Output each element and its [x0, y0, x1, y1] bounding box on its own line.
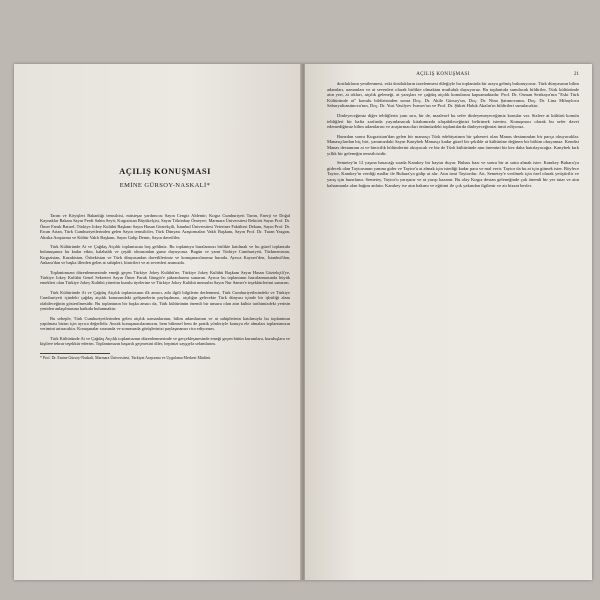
right-paragraph-2: Dinleyeceğimiz diğer tebliğlerin yanı sıra, bir de, maalesef bu sefer dinleyemeyeceğimiz konular var. Sizlere at kültürü konulu tebliğleri bir hafta zarfında yayınlanacak kitabımızda ulaşabileceğinizi belirtmek isterim. Konuşmacı olarak bu sefer davet edemediğimiz bilim adamlarını ve araştırmacıları önümüzdeki toplantılarda dinleyeceğimizi ümit ediyoruz. — [327, 112, 579, 130]
running-head — [327, 72, 579, 77]
right-paragraph-4: Semetey'in 12 yaşına basacağı sırada Kanıkey bir baytar duyar. Buharı bazı ve sonra bir at satın almak ister. Kanıkey Buhara'ya gidecek olan Taytorunun yanına gider ve Taytor'a at almak için istediği kadar para ve mal verir. Taytor da bu at için gitmek ister. Böylece Taytor, Kanıkey'in verdiği mallar ile Buhara'ya gidip at alır. Atın ismi Taytordur. Atı, Semetey'e verilmek için özel olarak yetiştirilir ve yarış için hazırlanır. Semetey, Taytor'u yarıştırır ve at yarışı kazanır. Bu olay Kırgız destan geleneğinde çok önemli bir yer tutar ve atın kahramanla olan bağını anlatır. Kanıkey ise atın bakımı ve eğitimi ile çok yakından ilgilenir ve atı bizzat besler. — [327, 160, 579, 188]
page-number: 21 — [574, 72, 579, 77]
left-paragraph-5: Bu sebeple, Türk Cumhuriyetlerinden gelen atçılık uzmanlarının, bilim adamlarının ve at sahiplerinin katılımıyla bu toplantının yapılması bizim için ayrıca değerlidir. Ancak konuşmacılarımızın, hem bilimsel hem de pratik yönleriyle konuyu ele almaları toplantımızın verimini artıracaktır. Konuşmalar sırasında ve sonrasında görüşlerinizi paylaşmanızı rica ediyorum. — [40, 315, 290, 332]
right-paragraph-3: Bunzdan sonra Kırgızistan'dan gelen bir manasçı Türk edebiyatının bir şaheseri olan Manas destanından bir parça okuyacaklar. Manasçılardan hiç biri, yanımızdaki Sayın Kanybek Manasçı kadar güzel bir şekilde at kültürüne değinen bir bölüm okuyamaz. Kendisi Manas destanının at ve binicilik bölümlerini okuyacak ve biz de Türk kültüründe atın önemini bir kez daha hatırlayacağız. Kanybek kırk yıllık bir geleneğin temsilcisidir. — [327, 133, 579, 156]
chapter-title: AÇILIŞ KONUŞMASI — [119, 166, 211, 176]
left-paragraph-2: Türk Kültüründe At ve Çağdaş Atçılık toplantısına hoş geldiniz. Bu toplantıya buralarınızı birlikte katılmak ve bu güzel toplantıda bulunuşunuz bu kadar etkin, kalabalık ve çeşitli olmasından gurur duyuyoruz. Bugün ve yarın Türkiye Cumhuriyeti, Türkmenistan, Kırgızistan, Kazakistan, Özbekistan ve Türk dünyasından davetlilerimiz ve konuşmacılarımız burada. Ayrıca Kayseri'den, İstanbul'dan, Ankara'dan ve başka illerden gelen at sahipleri, binicileri ve at sevenleri aramızda. — [40, 244, 290, 266]
left-paragraph-4: Türk Kültüründe At ve Çağdaş Atçılık toplantısının ilk amacı, atla ilgili bilgilerin derlenmesi, Türk Cumhuriyetlerindeki ve Türkiye Cumhuriyeti içindeki çağdaş atçılık konusundaki gelişmelerin paylaşılması, atçılığın gelecekte Türk dünyası içinde bir işbirliği alanı olabileceğinin gösterilmesidir. Bu toplantının bir başka amacı da, Türk kültürünün önemli bir unsuru olan atın kültür tarihimizdeki yerinin yeniden anlaşılmasına katkıda bulunmaktır. — [40, 289, 290, 312]
left-page — [14, 64, 301, 580]
footnote-divider — [40, 353, 110, 354]
author-name: EMİNE GÜRSOY-NASKALİ* — [119, 182, 211, 189]
right-page-content — [327, 72, 579, 192]
left-paragraph-6: Türk Kültüründe At ve Çağdaş Atçılık toplantısının düzenlenmesinde ve gerçekleşmesinde emeği geçen bütün kurumlara, kuruluşlara ve kişilere tekrar teşekkür ederim. Toplantımızın başarılı geçmesini diler, hepinizi saygıyla selamlarım. — [40, 335, 290, 347]
right-page — [305, 64, 592, 580]
left-paragraph-3: Toplantımızın düzenlenmesinde emeği geçen Türkiye Jokey Kulübü'ne, Türkiye Jokey Kulübü Başkanı Sayın Hasan Göztekçili'ye, Türkiye Jokey Kulübü Genel Sekreteri Sayın Ömer Faruk Güngör'e şükranlarımı sunarım. Ayrıca bu toplantının hazırlanmasında büyük emekleri olan Türkiye Jokey Kulübü yönetim kurulu üyelerine ve Türkiye Jokey Kulübü mensubu Sayın Nur Samer'e teşekkürlerimi sunarım. — [40, 269, 290, 286]
left-page-content — [40, 166, 290, 360]
footnote: * Prof. Dr. Emine Gürsoy-Naskali, Marmara Üniversitesi, Türkiyat Araştırma ve Uygulama Merkezi Müdürü. — [40, 355, 211, 360]
right-paragraph-1: dostlukların yenilenmesi, eski dostlukların tazelenmesi dileğiyle bu toplantıda bir araya gelmiş bulunuyoruz. Türk dünyasının bilim adamları, uzmanları ve at sevenleri olarak birlikte olmaktan mutluluk duyuyoruz. Bu toplantıda sunulacak bildiriler, Türk kültüründe atın yeri, at ırkları, atçılık geleneği, at yarışları ve çağdaş atçılık konularını kapsamaktadır. Prof. Dr. Osman Sertkaya'nın "Eski Türk Kültüründe at" konulu bildirisinden sonra Doç. Dr. Akile Gürsoy'un, Doç. Dr. Nina Şatımovanın, Doç. Dr. Lina Mihaylova Sabaryaltınsünova'nın, Doç. Dr. Yuri Vasilyev İvanov'un ve Prof. Dr. Şükrü Haluk Akalın'ın bildirileri sunulacaktır. — [327, 81, 579, 109]
running-title: AÇILIŞ KONUŞMASI — [416, 72, 470, 77]
book-spread — [14, 64, 592, 580]
left-paragraph-1: Tarım ve Köyişleri Bakanlığı temsilcisi, müsteşar yardımcısı Sayın Cengiz Aldemir; Kırgız Cumhuriyeti Tarım, Enerji ve Doğal Kaynaklar Bakanı Sayın Ferdi Sahin Seyit; Kırgızistan Büyükelçisi, Sayın Tökönbay Ömeyev; Marmara Üniversitesi Rektörü Sayın Prof. Dr. Ömer Faruk Batırel, Türkiye Jokey Kulübü Başkanı Sayın Hasan Göztekçili, İstanbul Üniversitesi Veteriner Fakültesi Dekanı, Sayın Prof. Dr. Ercan Artan, Türk Cumhuriyetlerinden gelen Sayın temsilciler, Türk Dünyası Araştırmaları Vakfı Başkanı, Sayın Prof. Dr. Turan Yazgan, Ahıska Araştırma ve Kültür Vakfı Başkanı, Sayın Galip Demir, Sayın davetliler, — [40, 213, 290, 240]
